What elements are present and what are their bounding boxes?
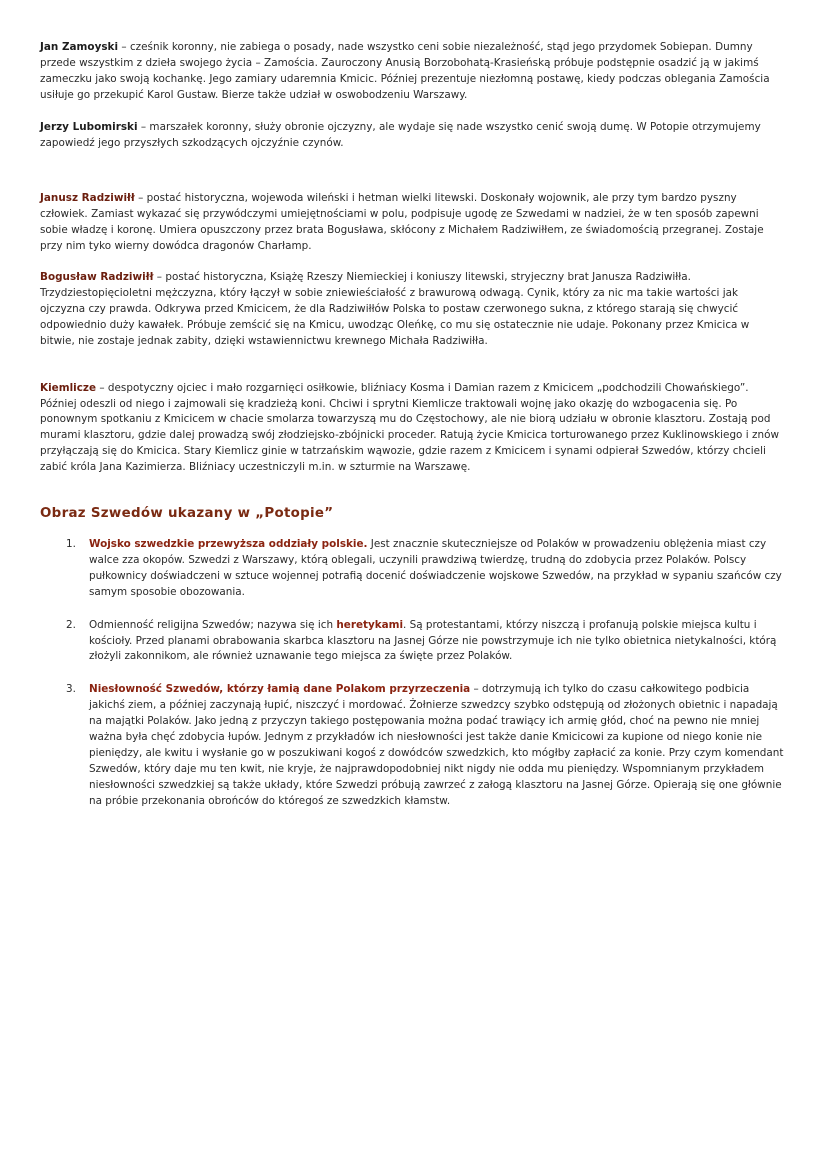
- character-janusz-radziwill: [40, 191, 784, 255]
- character-name: Kiemlicze: [40, 381, 97, 394]
- list-item: [40, 618, 784, 666]
- character-name: Jan Zamoyski: [40, 41, 119, 53]
- list-number: 3.: [66, 683, 76, 696]
- list-item: [40, 682, 784, 809]
- character-boguslaw-radziwill: [40, 270, 784, 350]
- list-item: [40, 537, 784, 601]
- item-text-after: . Są protestantami, którzy niszczą i profanują polskie miejsca kultu i kościoły. Przed planami obrabowania skarbca klasztoru na Jasnej Górze nie powstrzymuje ich nie tylko obietnica nietykalności, którą złożyli zakonnikom, ale również uznawanie tego miejsca za święte przez Polaków.: [89, 618, 777, 663]
- item-text-after: Jest znacznie skuteczniejsze od Polaków w prowadzeniu oblężenia miast czy walce zza okopów. Szwedzi z Warszawy, którą oblegali, uczynili prawdziwą twierdzę, trudną do zdobycia przez Polaków. Polscy pułkownicy doświadczeni w sztuce wojennej potrafią docenić doświadczenie wojskowe Szwedów, na przykład w sypaniu szańców czy samym sposobie obozowania.: [89, 538, 782, 598]
- swedes-list: [40, 537, 784, 810]
- character-description: – marszałek koronny, służy obronie ojczyzny, ale wydaje się nade wszystko cenić swoją dumę. W Potopie otrzymujemy zapowiedź jego przyszłych szkodzących ojczyźnie czynów.: [40, 120, 761, 149]
- character-name: Bogusław Radziwiłł: [40, 271, 154, 284]
- character-description: – postać historyczna, wojewoda wileński i hetman wielki litewski. Doskonały wojownik, ale przy tym bardzo pyszny człowiek. Zamiast wykazać się przywódczymi umiejętnościami w polu, podpisuje ugodę ze Szwedami w nadziei, że w ten sposób zapewni sobie władzę i koronę. Umiera opuszczony przez brata Bogusława, skłócony z Michałem Radziwiłłem, ze świadomością przegranej. Zostaje przy nim tyko wierny dowódca dragonów Charłamp.: [40, 192, 764, 253]
- item-highlight: heretykami: [336, 618, 404, 631]
- character-name: Jerzy Lubomirski: [40, 120, 138, 133]
- character-name: Janusz Radziwiłł: [40, 192, 135, 205]
- item-text-before: Odmienność religijna Szwedów; nazywa się ich: [89, 618, 337, 631]
- item-highlight: Niesłowność Szwedów, którzy łamią dane Polakom przyrzeczenia: [89, 683, 471, 696]
- character-description: – postać historyczna, Książę Rzeszy Niemieckiej i koniuszy litewski, stryjeczny brat Janusza Radziwiłła. Trzydziestopięcioletni mężczyzna, który łączył w sobie zniewieściałość z brawurową odwagą. Cynik, który za nic ma takie wartości jak ojczyzna czy prawda. Odkrywa przed Kmicicem, że dla Radziwiłłów Polska to postaw czerwonego sukna, z którego starają się chwycić odpowiednio duży kawałek. Próbuje zemścić się na Kmicu, uwodząc Oleńkę, co mu się ostatecznie nie udaje. Pokonany przez Kmicica w bitwie, nie zostaje jednak zabity, dzięki wstawiennictwu krewnego Michała Radziwiłła.: [40, 271, 750, 347]
- item-highlight: Wojsko szwedzkie przewyższa oddziały polskie.: [89, 538, 368, 551]
- character-description: – cześnik koronny, nie zabiega o posady, nade wszystko ceni sobie niezależność, stąd jego przydomek Sobiepan. Dumny przede wszystkim z dzieła swojego życia – Zamościa. Zauroczony Anusią Borzobohatą-Krasieńską próbuje podstępnie osadzić ją w jakimś zameczku jako swoją kochankę. Jego zamiary udaremnia Kmicic. Później prezentuje niezłomną postawę, kiedy podczas oblegania Zamościa usiłuje go przekupić Karol Gustaw. Bierze także udział w oswobodzeniu Warszawy.: [40, 41, 770, 101]
- list-number: 1.: [66, 538, 76, 551]
- list-number: 2.: [66, 618, 76, 631]
- character-zamoyski: [40, 40, 784, 104]
- item-text-after: – dotrzymują ich tylko do czasu całkowitego podbicia jakichś ziem, a później zaczynają łupić, niszczyć i mordować. Żołnierze szwedzcy szybko odstępują od złożonych obietnic i napadają na majątki Polaków. Jako jedną z przyczyn takiego postępowania można podać trawiący ich armię głód, choć na pewno nie mniej ważna była chęć zdobycia łupów. Jednym z przykładów ich niesłowności jest także danie Kmicicowi za kupione od niego konie nie pieniędzy, ale kwitu i wysłanie go w poszukiwani kogoś z dowódców szwedzkich, kto mógłby zapłacić za konie. Przy czym komendant Szwedów, który daje mu ten kwit, nie kryje, że najprawdopodobniej nikt nigdy nie odda mu pieniędzy. Wspomnianym przykładem niesłowności szwedzkiej są także układy, które Szwedzi próbują zawrzeć z załogą klasztoru na Jasnej Górze. Opierają się one głównie na próbie przekonania obrońców do któregoś ze szwedzkich kłamstw.: [89, 683, 784, 807]
- section-heading: Obraz Szwedów ukazany w „Potopie”: [40, 506, 334, 522]
- character-description: – despotyczny ojciec i mało rozgarnięci osiłkowie, bliźniacy Kosma i Damian razem z Kmicicem „podchodzili Chowańskiego”. Później odeszli od niego i zajmowali się kradzieżą koni. Chciwi i sprytni Kiemlicze traktowali wojnę jako okazję do wzbogacenia się. Po ponownym spotkaniu z Kmicicem w chacie smolarza towarzyszą mu do Częstochowy, ale nie biorą udziału w obronie klasztoru. Zostają pod murami klasztoru, gdzie dalej prowadzą swój złodziejsko-zbójnicki proceder. Ratują życie Kmicica torturowanego przez Kuklinowskiego i znów przyłączają się do Kmicica. Stary Kiemlicz ginie w tatrzańskim wąwozie, gdzie razem z Kmicicem i synami odpierał Szwedów, którzy chcieli zabić króla Jana Kazimierza. Bliźniacy uczestniczyli m.in. w szturmie na Warszawę.: [40, 381, 779, 474]
- character-kiemlicze: [40, 381, 784, 476]
- character-lubomirski: [40, 120, 784, 152]
